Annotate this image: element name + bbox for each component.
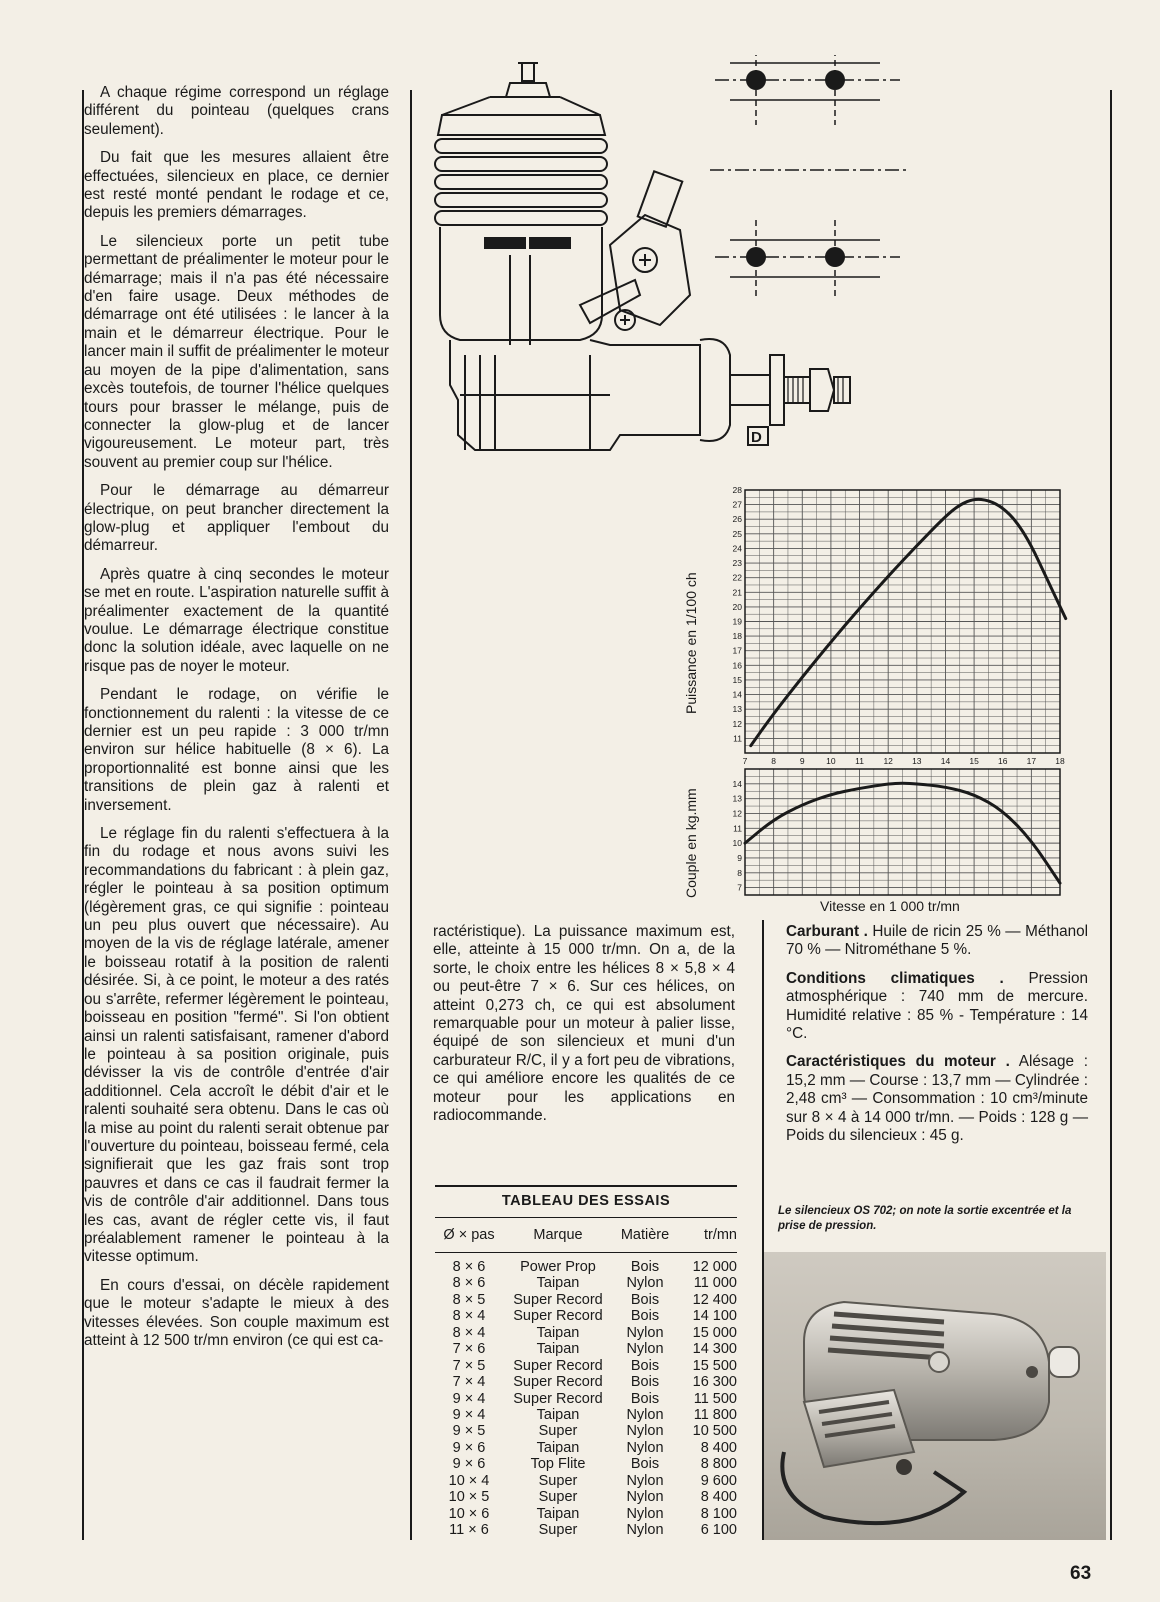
table-row (435, 1292, 737, 1308)
cell-material: Bois (630, 1259, 660, 1275)
x-tick-label: 11 (855, 756, 864, 766)
power-chart-ylabel: Puissance en 1/100 ch (683, 572, 699, 714)
table-header (435, 1217, 737, 1253)
left-text-column (84, 84, 389, 1360)
cell-material: Nylon (626, 1275, 664, 1292)
page-number: 63 (1070, 1563, 1092, 1584)
x-tick-label: 16 (997, 756, 1008, 766)
table-row (435, 1308, 737, 1324)
power-chart (690, 485, 1070, 770)
cell-brand: Top Flite (530, 1456, 586, 1473)
x-tick-label: 13 (912, 756, 922, 766)
y-tick-label: 22 (732, 572, 742, 583)
table-row (435, 1358, 737, 1374)
y-tick-label: 16 (732, 660, 742, 671)
table-row (435, 1489, 737, 1505)
y-tick-label: 28 (732, 485, 742, 495)
paragraph: Du fait que les mesures allaient être effectuées, silencieux en place, ce dernier est resté monté pendant le rodage et ce, depuis les premiers démarrages. (84, 149, 389, 222)
y-tick-label: 7 (737, 882, 742, 893)
y-tick-label: 15 (732, 674, 742, 685)
y-tick-label: 14 (732, 689, 742, 700)
header-brand: Marque (533, 1227, 583, 1243)
mount-hole (746, 247, 766, 267)
drawing-label: D (751, 429, 762, 446)
y-tick-label: 19 (732, 616, 742, 627)
cell-diameter-pitch: 8 × 4 (452, 1324, 486, 1341)
cell-brand: Super Record (513, 1390, 603, 1407)
cell-material: Bois (630, 1291, 660, 1308)
cell-rpm: 8 400 (700, 1439, 737, 1456)
table-row (435, 1275, 737, 1291)
paragraph: Pendant le rodage, on vérifie le fonctionnement du ralenti : la vitesse de ce dernier est un peu rapide : 3 000 tr/mn environ sur hélice habituelle (8 × 6). La proportionnalité est bonne ainsi que les transitions de plein gaz à ralenti et inversement. (84, 686, 389, 814)
cell-diameter-pitch: 9 × 6 (452, 1439, 486, 1456)
cell-diameter-pitch: 9 × 6 (452, 1456, 486, 1473)
x-tick-label: 10 (826, 756, 836, 766)
cell-diameter-pitch: 7 × 6 (452, 1341, 486, 1358)
cell-rpm: 15 500 (692, 1357, 737, 1374)
header-rpm: tr/mn (703, 1227, 737, 1243)
y-tick-label: 8 (737, 867, 742, 878)
right-text (786, 923, 1088, 1155)
cell-rpm: 11 500 (693, 1390, 737, 1407)
cell-rpm: 11 000 (693, 1275, 737, 1292)
y-tick-label: 11 (733, 733, 742, 744)
table-row (435, 1440, 737, 1456)
table-row (435, 1473, 737, 1489)
cell-brand: Taipan (536, 1406, 580, 1423)
x-tick-label: 7 (742, 756, 748, 766)
x-tick-label: 8 (771, 756, 777, 766)
y-tick-label: 13 (732, 793, 742, 804)
caracteristiques-paragraph (786, 1053, 1088, 1145)
header-material: Matière (620, 1227, 670, 1243)
y-tick-label: 24 (732, 543, 742, 554)
cell-rpm: 11 800 (693, 1406, 737, 1423)
table-row (435, 1456, 737, 1472)
paragraph: Le réglage fin du ralenti s'effectuera à la fin du rodage et nous avons suivi les recommandations du fabricant : à plein gaz, régler le pointeau à sa position optimum (légèrement gras, ce qui signifie : pointeau un peu plus ouvert que nécessaire). Au moyen de la vis de réglage latérale, amener le boisseau rotatif à la position de ralenti désirée. Si, à ce point, le moteur a des ratés ou s'arrête, refermer légèrement le pointeau, boisseau en position "fermé". Si l'on obtient ainsi un ralenti satisfaisant, ramener d'abord le pointeau à sa position originale, puis dévisser la vis de contrôle d'entrée d'air additionnel. Cela accroît le débit d'air et le ralenti souhaité sera obtenu. Dans le cas où la mise au point du ralenti serait obtenue par l'ouverture du pointeau, boisseau fermé, cela signifierait que les gaz frais sont trop pauvres et dans ce cas il faudrait fermer la vis de contrôle d'air additionnel. Dans tous les cas, avant de régler cette vis, il faut préalablement ramener le pointeau à la vitesse optimum. (84, 825, 389, 1266)
caracteristiques-text: Alésage : 15,2 mm — Course : 13,7 mm — Cylindrée : 2,48 cm³ — Consommation : 10 cm³/minute sur 8 × 4 à 14 000 tr/mn. — Poids : 128 g — Poids du silencieux : 45 g. (786, 1053, 1089, 1145)
header-diameter-pitch: Ø × pas (443, 1227, 495, 1243)
cell-diameter-pitch: 10 × 6 (448, 1505, 490, 1522)
cell-rpm: 9 600 (700, 1472, 737, 1489)
y-tick-label: 26 (732, 514, 742, 525)
cell-rpm: 12 000 (692, 1259, 737, 1275)
cell-diameter-pitch: 8 × 5 (452, 1291, 486, 1308)
mount-hole (746, 70, 766, 90)
table-row (435, 1325, 737, 1341)
paragraph: A chaque régime correspond un réglage différent du pointeau (quelques crans seulement). (84, 84, 389, 138)
cell-material: Nylon (626, 1522, 664, 1538)
middle-text (433, 923, 735, 1125)
cell-material: Nylon (626, 1324, 664, 1341)
paragraph: ractéristique). La puissance maximum est, elle, atteinte à 15 000 tr/mn. On a, de la sorte, le choix entre les hélices 8 × 5,8 × 4 ou peut-être 7 × 6. Sur ces hélices, on atteint 0,273 ch, ce qui est absolument remarquable pour un moteur à palier lisse, équipé de son silencieux et muni d'un carburateur R/C, il y a fort peu de vibrations, ce qui améliore encore les qualités de ce moteur pour les applications en radiocommande. (433, 923, 735, 1125)
cell-material: Nylon (626, 1406, 664, 1423)
cell-material: Nylon (626, 1472, 664, 1489)
cell-diameter-pitch: 8 × 4 (452, 1308, 486, 1325)
cell-rpm: 8 800 (700, 1456, 737, 1473)
paragraph: Après quatre à cinq secondes le moteur se met en route. L'aspiration naturelle suffit à préalimenter exactement de la quantité voulue. Le démarrage électrique constitue donc la solution idéale, avec laquelle on ne risque pas de noyer le moteur. (84, 565, 389, 675)
paragraph: Pour le démarrage au démarreur électrique, on peut brancher directement la glow-plug et appliquer l'embout du démarreur. (84, 482, 389, 555)
test-table (435, 1185, 737, 1538)
y-tick-label: 21 (732, 587, 742, 598)
cell-brand: Super Record (513, 1291, 603, 1308)
table-row (435, 1423, 737, 1439)
y-tick-label: 25 (732, 528, 742, 539)
x-tick-label: 15 (969, 756, 979, 766)
x-tick-label: 12 (883, 756, 893, 766)
cell-brand: Super Record (513, 1308, 603, 1325)
middle-column-rule (410, 90, 412, 1540)
table-row (435, 1506, 737, 1522)
cell-brand: Power Prop (520, 1259, 596, 1275)
table-row (435, 1341, 737, 1357)
table-row (435, 1259, 737, 1275)
table-row (435, 1522, 737, 1538)
far-right-column-rule (1110, 90, 1112, 1540)
cell-diameter-pitch: 7 × 4 (452, 1374, 486, 1391)
x-tick-label: 14 (940, 756, 951, 766)
y-tick-label: 17 (732, 645, 742, 656)
mount-hole (825, 70, 845, 90)
cell-rpm: 8 400 (700, 1489, 737, 1506)
cell-material: Bois (630, 1308, 660, 1325)
cell-diameter-pitch: 9 × 4 (452, 1406, 486, 1423)
carburant-label: Carburant . (786, 923, 868, 940)
y-tick-label: 9 (737, 852, 742, 863)
paragraph: Le silencieux porte un petit tube permettant de préalimenter le moteur pour le démarrage; mais il n'a pas été nécessaire d'en faire usage. Deux méthodes de démarrage ont été utilisées : le lancer à la main et le démarreur électrique. Pour le lancer main il suffit de préalimenter le moteur au moyen de la pipe d'alimentation, sans excès toutefois, de tourner l'hélice quelques tours pour brasser le mélange, puis de connecter la glow-plug et de lancer vigoureusement. Le moteur part, très souvent au premier coup sur l'hélice. (84, 232, 389, 471)
cell-rpm: 16 300 (692, 1374, 737, 1391)
cell-diameter-pitch: 8 × 6 (452, 1259, 486, 1275)
cell-material: Bois (630, 1390, 660, 1407)
cell-rpm: 15 000 (692, 1324, 737, 1341)
cell-rpm: 6 100 (700, 1522, 737, 1538)
table-body (435, 1253, 737, 1538)
torque-chart-xlabel: Vitesse en 1 000 tr/mn (820, 898, 960, 914)
y-tick-label: 27 (732, 499, 742, 510)
cell-rpm: 8 100 (700, 1505, 737, 1522)
torque-chart-ylabel: Couple en kg.mm (683, 788, 699, 898)
cell-diameter-pitch: 11 × 6 (449, 1522, 489, 1538)
cell-brand: Super (538, 1472, 578, 1489)
cell-brand: Taipan (536, 1505, 580, 1522)
cell-brand: Taipan (536, 1324, 580, 1341)
cell-rpm: 14 300 (692, 1341, 737, 1358)
y-tick-label: 23 (732, 558, 742, 569)
y-tick-label: 11 (733, 823, 742, 834)
cell-brand: Super Record (513, 1357, 603, 1374)
conditions-paragraph (786, 970, 1088, 1044)
table-row (435, 1391, 737, 1407)
carburant-paragraph (786, 923, 1088, 960)
paragraph: En cours d'essai, on décèle rapidement que le moteur s'adapte le mieux à des vitesses élevées. Son couple maximum est atteint à 12 500 tr/mn environ (ce qui est ca- (84, 1276, 389, 1349)
cell-material: Bois (630, 1456, 660, 1473)
mount-hole (825, 247, 845, 267)
cell-brand: Taipan (536, 1341, 580, 1358)
cell-brand: Taipan (536, 1275, 580, 1292)
cell-rpm: 10 500 (692, 1423, 737, 1440)
cell-rpm: 12 400 (692, 1291, 737, 1308)
cell-material: Bois (630, 1374, 660, 1391)
y-tick-label: 13 (732, 704, 742, 715)
conditions-text: Pression atmosphérique : 740 mm de mercure. Humidité relative : 85 % - Température : 14 °C. (786, 969, 1088, 1043)
cell-diameter-pitch: 9 × 5 (452, 1423, 486, 1440)
cell-brand: Taipan (536, 1439, 580, 1456)
y-tick-label: 20 (732, 601, 742, 612)
cell-material: Nylon (626, 1423, 664, 1440)
conditions-label: Conditions climatiques . (786, 969, 1004, 987)
table-row (435, 1407, 737, 1423)
cell-rpm: 14 100 (692, 1308, 737, 1325)
cell-brand: Super (538, 1489, 578, 1506)
x-tick-label: 17 (1026, 756, 1037, 766)
x-tick-label: 18 (1055, 756, 1065, 766)
cell-material: Nylon (626, 1439, 664, 1456)
x-tick-label: 9 (799, 756, 805, 766)
cell-material: Bois (630, 1357, 660, 1374)
cell-material: Nylon (626, 1341, 664, 1358)
cell-diameter-pitch: 7 × 5 (452, 1357, 486, 1374)
cell-brand: Super (538, 1423, 578, 1440)
photo-caption: Le silencieux OS 702; on note la sortie excentrée et la prise de pression. (778, 1205, 1072, 1232)
y-tick-label: 18 (732, 631, 742, 642)
caracteristiques-label: Caractéristiques du moteur . (786, 1053, 1010, 1071)
y-tick-label: 12 (732, 808, 742, 819)
torque-chart (690, 765, 1070, 900)
cell-brand: Super (538, 1522, 578, 1538)
cell-diameter-pitch: 10 × 5 (448, 1489, 490, 1506)
cell-material: Nylon (626, 1505, 664, 1522)
cell-material: Nylon (626, 1489, 664, 1506)
cell-diameter-pitch: 10 × 4 (448, 1472, 490, 1489)
cell-diameter-pitch: 9 × 4 (452, 1390, 486, 1407)
table-row (435, 1374, 737, 1390)
y-tick-label: 14 (732, 778, 742, 789)
y-tick-label: 12 (732, 718, 742, 729)
cell-diameter-pitch: 8 × 6 (452, 1275, 486, 1292)
silencer-photo (764, 1252, 1106, 1540)
table-title: TABLEAU DES ESSAIS (435, 1185, 737, 1217)
y-tick-label: 10 (732, 838, 742, 849)
carburant-text: Huile de ricin 25 % — Méthanol 70 % — Nitrométhane 5 %. (786, 923, 1089, 959)
cell-brand: Super Record (513, 1374, 603, 1391)
engine-drawing (430, 55, 910, 470)
